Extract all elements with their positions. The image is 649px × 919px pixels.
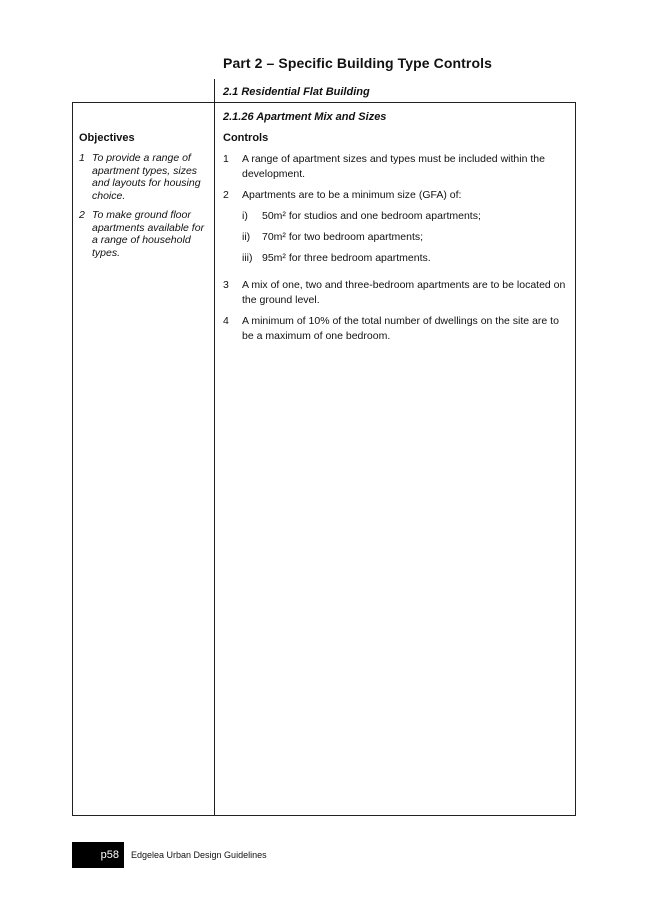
control-text: A range of apartment sizes and types must be included within the development. xyxy=(242,153,545,180)
subitem-text: 95m² for three bedroom apartments. xyxy=(262,252,431,264)
objective-item xyxy=(79,209,209,259)
header-divider xyxy=(214,79,215,103)
section-subtitle: 2.1 Residential Flat Building xyxy=(223,86,370,98)
controls-list xyxy=(223,152,571,350)
subitem-text: 70m² for two bedroom apartments; xyxy=(262,231,424,243)
control-subitem xyxy=(242,230,571,245)
control-number: 3 xyxy=(223,279,229,291)
page-footer xyxy=(72,842,267,868)
control-number: 1 xyxy=(223,153,229,165)
control-number: 2 xyxy=(223,189,229,201)
subitem-number: ii) xyxy=(242,231,251,243)
objective-number: 1 xyxy=(79,152,85,164)
subitem-text: 50m² for studios and one bedroom apartments; xyxy=(262,210,481,222)
control-item xyxy=(223,152,571,182)
content-table xyxy=(72,102,576,816)
objectives-heading: Objectives xyxy=(79,132,135,144)
control-sublist xyxy=(242,209,571,266)
objectives-list xyxy=(79,152,209,266)
control-body xyxy=(242,188,571,272)
objective-item xyxy=(79,152,209,202)
page-title: Part 2 – Specific Building Type Controls xyxy=(223,55,493,71)
document-title: Edgelea Urban Design Guidelines xyxy=(131,850,267,860)
control-item xyxy=(223,314,571,344)
objective-text: To make ground floor apartments available for a range of household types. xyxy=(92,209,205,259)
control-subitem xyxy=(242,209,571,224)
objective-number: 2 xyxy=(79,209,85,221)
clause-heading: 2.1.26 Apartment Mix and Sizes xyxy=(223,111,387,123)
control-text: Apartments are to be a minimum size (GFA) of: xyxy=(242,189,462,201)
control-text: A mix of one, two and three-bedroom apartments are to be located on the ground level. xyxy=(242,279,566,306)
controls-heading: Controls xyxy=(223,132,269,144)
objective-text: To provide a range of apartment types, sizes and layouts for housing choice. xyxy=(92,152,201,202)
column-divider xyxy=(214,103,215,815)
subitem-number: iii) xyxy=(242,252,253,264)
subitem-number: i) xyxy=(242,210,248,222)
page-number: p58 xyxy=(72,842,124,868)
control-text: A minimum of 10% of the total number of dwellings on the site are to be a maximum of one bedroom. xyxy=(242,315,559,342)
control-item xyxy=(223,188,571,272)
control-number: 4 xyxy=(223,315,229,327)
control-item xyxy=(223,278,571,308)
control-subitem xyxy=(242,251,571,266)
